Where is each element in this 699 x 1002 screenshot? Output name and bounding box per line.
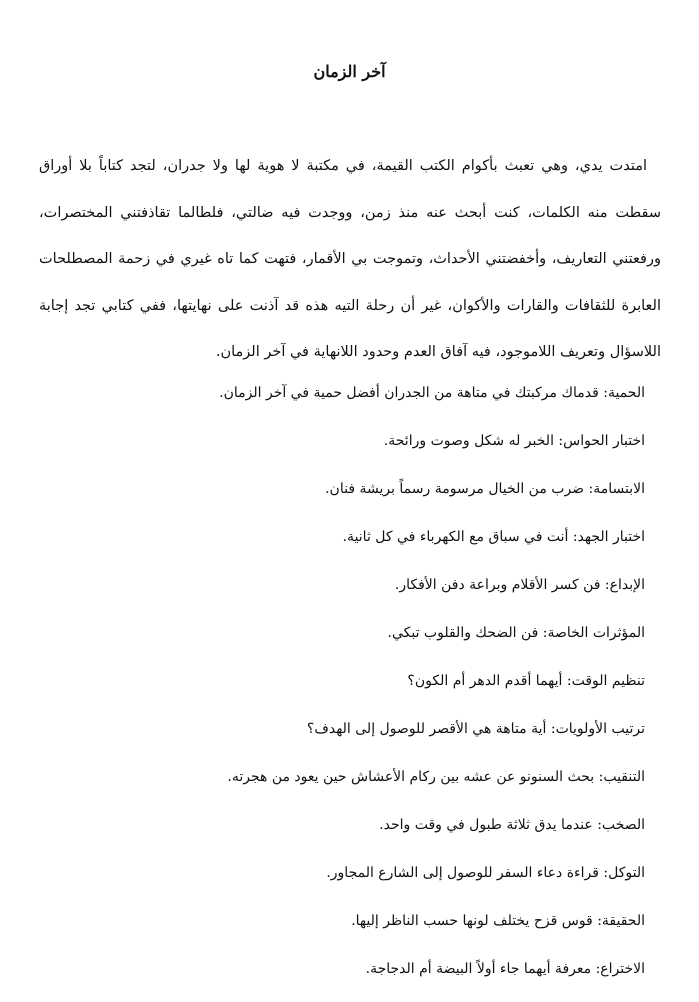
- document-title: آخر الزمان: [313, 62, 386, 81]
- definition-diet: الحمية: قدماك مركبتك في متاهة من الجدران أفضل حمية في آخر الزمان.: [219, 385, 645, 401]
- definition-smile: الابتسامة: ضرب من الخيال مرسومة رسماً بريشة فنان.: [325, 481, 645, 497]
- definition-creativity: الإبداع: فن كسر الأقلام وبراعة دفن الأفكار.: [394, 577, 645, 593]
- definition-reliance: التوكل: قراءة دعاء السفر للوصول إلى الشارع المجاور.: [326, 865, 645, 881]
- definition-time-management: تنظيم الوقت: أيهما أقدم الدهر أم الكون؟: [407, 673, 645, 689]
- definitions-list: [45, 378, 645, 1002]
- definition-effort-test: اختبار الجهد: أنت في سباق مع الكهرباء في كل ثانية.: [342, 529, 645, 545]
- intro-paragraph: امتدت يدي، وهي تعبث بأكوام الكتب القيمة، في مكتبة لا هوية لها ولا جدران، لتجد كتاباً بلا أوراق سقطت منه الكلمات، كنت أبحث عنه منذ زمن، ووجدت فيه ضالتي، فلطالما تقاذفتني المختصرات، ورفعتني التعاريف، وأخفضتني الأحداث، وتموجت بي الأقمار، فتهت كما تاه غيري في زحمة المصطلحات العابرة للثقافات والقارات والأكوان، غير أن رحلة التيه هذه قد آذنت على نهايتها، ففي كتابي تجد إجابة اللاسؤال وتعريف اللاموجود، فيه آفاق العدم وحدود اللانهاية في آخر الزمان.: [39, 158, 661, 360]
- definition-senses-test: اختبار الحواس: الخبر له شكل وصوت ورائحة.: [383, 433, 645, 449]
- definition-invention: الاختراع: معرفة أيهما جاء أولاً البيضة أم الدجاجة.: [365, 961, 645, 977]
- definition-special-effects: المؤثرات الخاصة: فن الضحك والقلوب تبكي.: [387, 625, 645, 641]
- definition-truth: الحقيقة: قوس قزح يختلف لونها حسب الناظر إليها.: [351, 913, 645, 929]
- definition-priorities: ترتيب الأولويات: أية متاهة هي الأقصر للوصول إلى الهدف؟: [306, 721, 645, 737]
- definition-noise: الصخب: عندما يدق ثلاثة طبول في وقت واحد.: [379, 817, 645, 833]
- definition-excavation: التنقيب: بحث السنونو عن عشه بين ركام الأعشاش حين يعود من هجرته.: [227, 769, 645, 785]
